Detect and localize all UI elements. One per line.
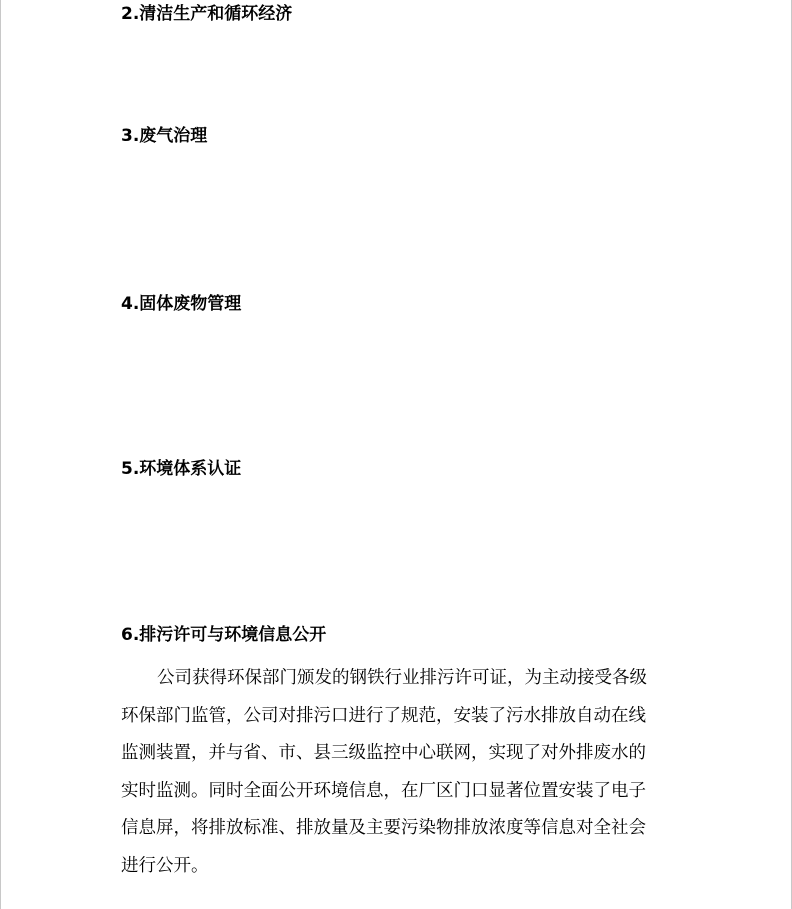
section-heading-discharge-permit: 6.排污许可与环境信息公开	[121, 625, 327, 645]
section-heading-clean-production: 2.清洁生产和循环经济	[121, 4, 293, 24]
section-heading-exhaust-treatment: 3.废气治理	[121, 126, 208, 146]
discharge-permit-paragraph	[121, 660, 681, 885]
section-heading-environment-certification: 5.环境体系认证	[121, 459, 242, 479]
paragraph-line: 环保部门监管，公司对排污口进行了规范，安装了污水排放自动在线	[121, 705, 646, 726]
paragraph-line: 公司获得环保部门颁发的钢铁行业排污许可证，为主动接受各级	[157, 668, 647, 688]
section-heading-solid-waste: 4.固体废物管理	[121, 294, 242, 314]
paragraph-line: 监测装置，并与省、市、县三级监控中心联网，实现了对外排废水的	[121, 743, 646, 763]
paragraph-line: 信息屏，将排放标准、排放量及主要污染物排放浓度等信息对全社会	[121, 818, 646, 838]
paragraph-line: 实时监测。同时全面公开环境信息，在厂区门口显著位置安装了电子	[121, 780, 646, 801]
paragraph-line: 进行公开。	[121, 855, 209, 876]
